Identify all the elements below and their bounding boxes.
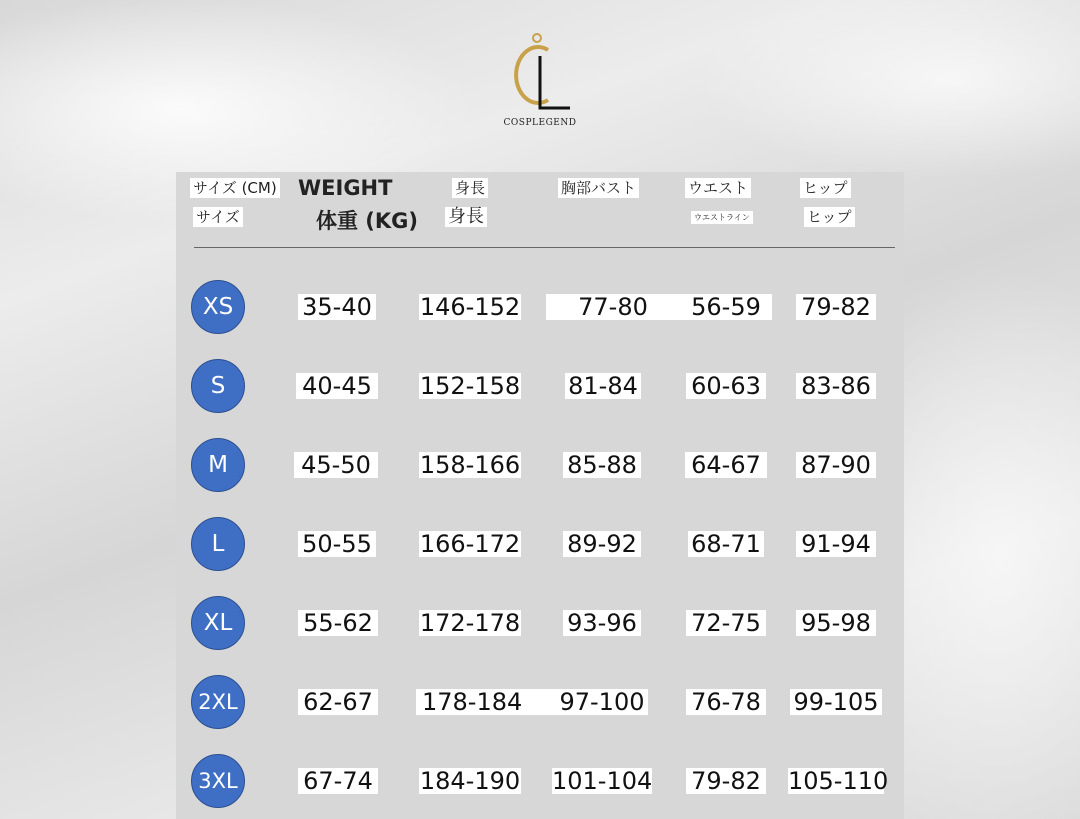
weight-cell: 67-74	[298, 768, 378, 794]
waist-cell: 56-59	[680, 294, 772, 320]
height-cell: 146-152	[419, 293, 521, 321]
logo-mark-icon	[500, 30, 580, 120]
size-badge: 2XL	[191, 675, 245, 729]
size-badge: XL	[191, 596, 245, 650]
hip-cell: 79-82	[796, 294, 876, 320]
height-cell: 166-172	[419, 530, 521, 558]
waist-cell: 64-67	[685, 452, 767, 478]
header-weight-line1: WEIGHT	[298, 176, 393, 200]
weight-cell: 40-45	[296, 373, 378, 399]
weight-cell: 50-55	[298, 531, 376, 557]
size-badge: 3XL	[191, 754, 245, 808]
waist-cell: 60-63	[686, 373, 766, 399]
waist-cell: 79-82	[686, 768, 766, 794]
weight-cell: 62-67	[298, 689, 378, 715]
bust-cell: 93-96	[563, 610, 641, 636]
waist-cell: 68-71	[688, 531, 764, 557]
header-height-line2: 身長	[445, 207, 487, 227]
size-chart-panel	[176, 172, 904, 819]
hip-cell: 87-90	[796, 452, 876, 478]
waist-cell: 76-78	[686, 689, 766, 715]
height-cell: 178-184	[416, 689, 642, 715]
header-waist-line1: ウエスト	[685, 178, 751, 198]
bust-cell: 85-88	[563, 452, 641, 478]
weight-cell: 45-50	[294, 452, 378, 478]
weight-cell: 35-40	[298, 294, 376, 320]
header-weight-line2: 体重 (KG)	[316, 209, 419, 233]
header-size-line2: サイズ	[193, 207, 243, 227]
brand-name: COSPLEGEND	[503, 118, 577, 128]
waist-cell: 72-75	[686, 610, 766, 636]
header-size-line1: サイズ (CM)	[190, 178, 280, 198]
hip-cell: 105-110	[788, 767, 889, 795]
height-cell: 152-158	[419, 372, 521, 400]
height-cell: 158-166	[419, 451, 521, 479]
bust-cell: 81-84	[565, 373, 641, 399]
header-hip-line1: ヒップ	[800, 178, 851, 198]
bust-cell: 97-100	[556, 689, 648, 715]
bust-cell: 101-104	[552, 767, 653, 795]
header-divider	[194, 247, 895, 248]
header-waist-line2: ウエストライン	[691, 211, 753, 224]
hip-cell: 83-86	[796, 373, 876, 399]
height-cell: 184-190	[419, 767, 521, 795]
hip-cell: 99-105	[790, 689, 882, 715]
size-badge: M	[191, 438, 245, 492]
header-height-line1: 身長	[452, 178, 488, 198]
size-badge: S	[191, 359, 245, 413]
size-badge: XS	[191, 280, 245, 334]
bust-cell: 77-80	[546, 294, 680, 320]
header-hip-line2: ヒップ	[804, 207, 855, 227]
weight-cell: 55-62	[298, 610, 378, 636]
bust-cell: 89-92	[563, 531, 641, 557]
size-badge: L	[191, 517, 245, 571]
hip-cell: 91-94	[796, 531, 876, 557]
header-bust-line1: 胸部バスト	[558, 178, 639, 198]
brand-logo	[500, 30, 580, 132]
height-cell: 172-178	[419, 609, 521, 637]
hip-cell: 95-98	[796, 610, 876, 636]
